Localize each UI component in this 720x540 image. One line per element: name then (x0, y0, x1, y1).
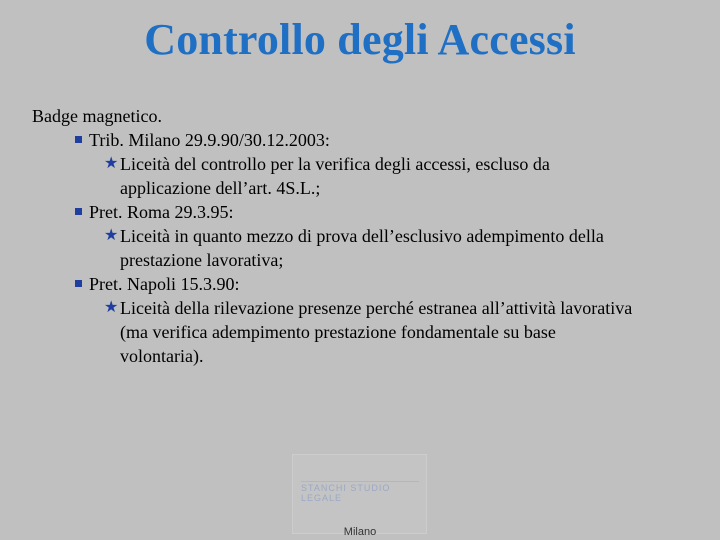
detail-line: (ma verifica adempimento prestazione fondamentale su base (120, 322, 556, 342)
square-bullet-icon (75, 136, 82, 143)
case-heading-text: Trib. Milano 29.9.90/30.12.2003: (89, 130, 330, 150)
case-heading-text: Pret. Roma 29.3.95: (89, 202, 234, 222)
star-bullet-icon: ★ (104, 299, 119, 316)
detail-line: Liceità della rilevazione presenze perché estranea all’attività lavorativa (120, 298, 633, 318)
intro-text: Badge magnetico. (32, 106, 162, 126)
detail-line: Liceità in quanto mezzo di prova dell’esclusivo adempimento della (120, 226, 604, 246)
case-detail-milano (32, 152, 702, 200)
detail-line: Liceità del controllo per la verifica degli accessi, escluso da (120, 154, 550, 174)
case-heading-text: Pret. Napoli 15.3.90: (89, 274, 240, 294)
square-bullet-icon (75, 208, 82, 215)
square-bullet-icon (75, 280, 82, 287)
case-heading-napoli (32, 272, 702, 296)
logo-rule (301, 481, 419, 482)
firm-logo (292, 454, 427, 534)
detail-line: applicazione dell’art. 4S.L.; (120, 178, 321, 198)
case-heading-roma (32, 200, 702, 224)
logo-city: Milano (343, 526, 377, 538)
slide-title: Controllo degli Accessi (144, 15, 576, 64)
detail-line: volontaria). (120, 346, 204, 366)
case-detail-napoli (32, 296, 702, 368)
detail-line: prestazione lavorativa; (120, 250, 284, 270)
star-bullet-icon: ★ (104, 227, 119, 244)
star-bullet-icon: ★ (104, 155, 119, 172)
logo-wordmark: STANCHI STUDIO LEGALE (301, 483, 391, 503)
slide-body (32, 104, 702, 368)
case-detail-roma (32, 224, 702, 272)
case-heading-milano (32, 128, 702, 152)
